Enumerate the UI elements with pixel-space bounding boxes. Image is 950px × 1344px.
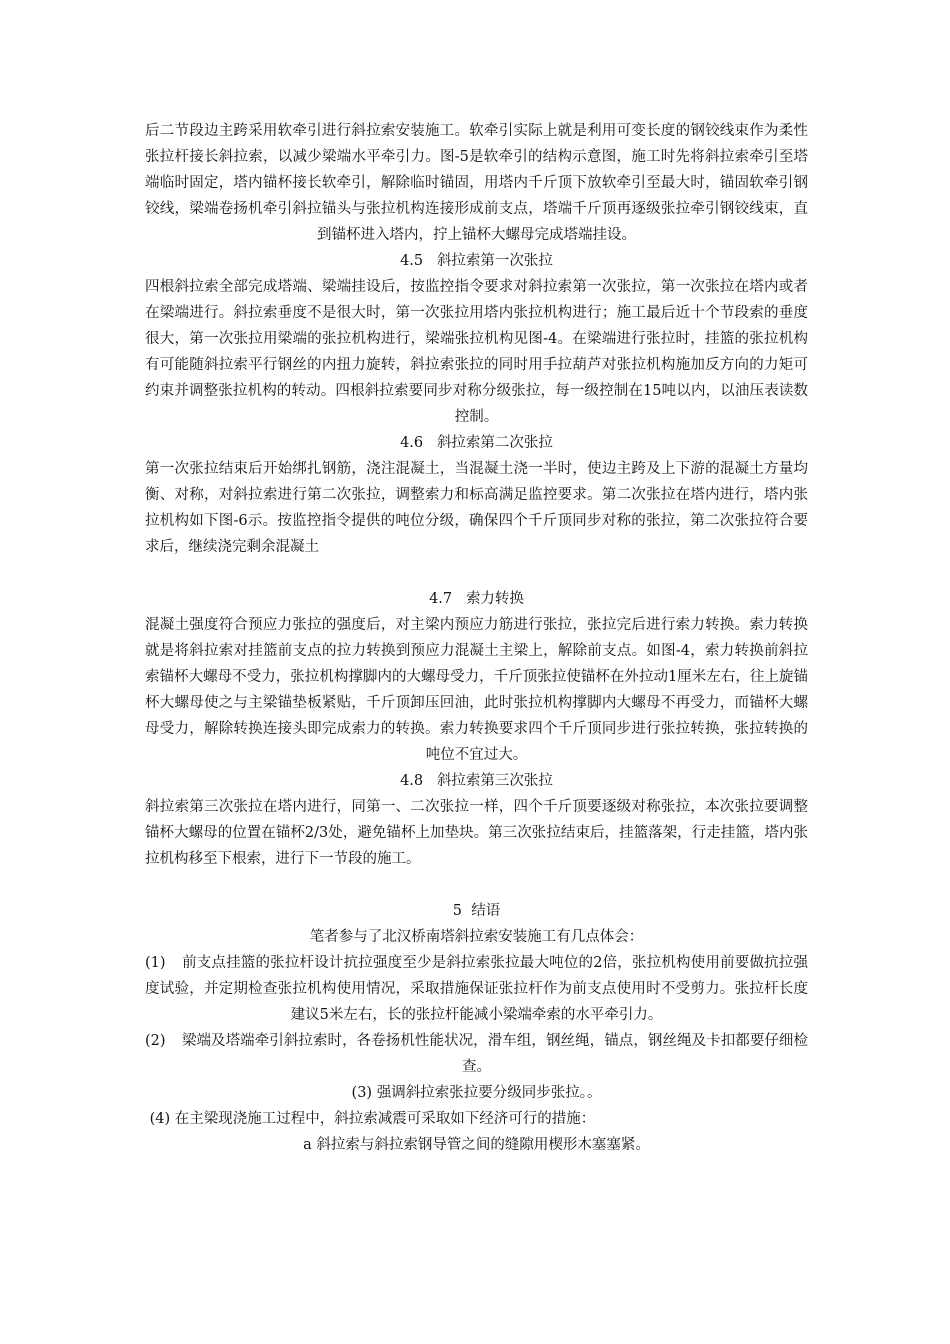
paragraph-force-transfer: 混凝土强度符合预应力张拉的强度后，对主梁内预应力筋进行张拉，张拉完后进行索力转换。索力转换就是将斜拉索对挂篮前支点的拉力转换到预应力混凝土主梁上，解除前支点。如图-4，索力转换前斜拉索锚杯大螺母不受力，张拉机构撑脚内的大螺母受力，千斤顶张拉使锚杯在外拉动1厘米左右，往上旋锚杯大螺母使之与主梁锚垫板紧贴，千斤顶卸压回油，此时张拉机构撑脚内大螺母不再受力，而锚杯大螺母受力，解除转换连接头即完成索力的转换。索力转换要求四个千斤顶同步进行张拉转换，张拉转换的吨位不宜过大。 xyxy=(145,617,808,763)
document-body xyxy=(145,118,808,1158)
heading-5-conclusion: 5 结语 xyxy=(452,903,501,919)
conclusion-item-1: (1) 前支点挂篮的张拉杆设计抗拉强度至少是斜拉索张拉最大吨位的2倍，张拉机构使用前要做抗拉强度试验，并定期检查张拉机构使用情况，采取措施保证张拉杆作为前支点使用时不受剪力。张拉杆长度建议5米左右，长的张拉杆能减小梁端牵索的水平牵引力。 xyxy=(145,955,808,1023)
paragraph-soft-traction: 后二节段边主跨采用软牵引进行斜拉索安装施工。软牵引实际上就是利用可变长度的钢铰线束作为柔性张拉杆接长斜拉索，以减少梁端水平牵引力。图-5是软牵引的结构示意图，施工时先将斜拉索牵引至塔端临时固定，塔内锚杯接长软牵引，解除临时锚固，用塔内千斤顶下放软牵引至最大时，锚固软牵引钢铰线，梁端卷扬机牵引斜拉锚头与张拉机构连接形成前支点，塔端千斤顶再逐级张拉牵引钢铰线束，直到锚杯进入塔内，拧上锚杯大螺母完成塔端挂设。 xyxy=(145,123,808,243)
conclusion-item-a: a 斜拉索与斜拉索钢导管之间的缝隙用楔形木塞塞紧。 xyxy=(303,1137,650,1153)
blank-line xyxy=(145,872,808,898)
paragraph-first-tension: 四根斜拉索全部完成塔端、梁端挂设后，按监控指令要求对斜拉索第一次张拉，第一次张拉在塔内或者在梁端进行。斜拉索垂度不是很大时，第一次张拉用塔内张拉机构进行；施工最后近十个节段索的垂度很大，第一次张拉用梁端的张拉机构进行，梁端张拉机构见图-4。在梁端进行张拉时，挂篮的张拉机构有可能随斜拉索平行钢丝的内扭力旋转，斜拉索张拉的同时用手拉葫芦对张拉机构施加反方向的力矩可约束并调整张拉机构的转动。四根斜拉索要同步对称分级张拉，每一级控制在15吨以内，以油压表读数控制。 xyxy=(145,279,808,425)
conclusion-item-3: (3) 强调斜拉索张拉要分级同步张拉。。 xyxy=(351,1085,602,1101)
heading-4-8: 4.8 斜拉索第三次张拉 xyxy=(400,773,553,789)
heading-4-5: 4.5 斜拉索第一次张拉 xyxy=(400,253,553,269)
heading-4-7: 4.7 索力转换 xyxy=(429,591,524,607)
conclusion-intro: 笔者参与了北汉桥南塔斜拉索安装施工有几点体会： xyxy=(309,929,644,945)
conclusion-item-4: (4) 在主梁现浇施工过程中，斜拉索减震可采取如下经济可行的措施： xyxy=(145,1111,596,1127)
paragraph-third-tension: 斜拉索第三次张拉在塔内进行，同第一、二次张拉一样，四个千斤顶要逐级对称张拉，本次张拉要调整锚杯大螺母的位置在锚杯2/3处，避免锚杯上加垫块。第三次张拉结束后，挂篮落架，行走挂篮，塔内张拉机构移至下根索，进行下一节段的施工。 xyxy=(145,799,808,867)
heading-4-6: 4.6 斜拉索第二次张拉 xyxy=(400,435,553,451)
paragraph-second-tension: 第一次张拉结束后开始绑扎钢筋，浇注混凝土，当混凝土浇一半时，使边主跨及上下游的混凝土方量均衡、对称，对斜拉索进行第二次张拉，调整索力和标高满足监控要求。第二次张拉在塔内进行，塔内张拉机构如下图-6示。按监控指令提供的吨位分级，确保四个千斤顶同步对称的张拉，第二次张拉符合要求后，继续浇完剩余混凝土 xyxy=(145,461,808,555)
conclusion-item-2: (2) 梁端及塔端牵引斜拉索时，各卷扬机性能状况，滑车组，钢丝绳，锚点，钢丝绳及卡扣都要仔细检查。 xyxy=(145,1033,808,1075)
blank-line xyxy=(145,560,808,586)
